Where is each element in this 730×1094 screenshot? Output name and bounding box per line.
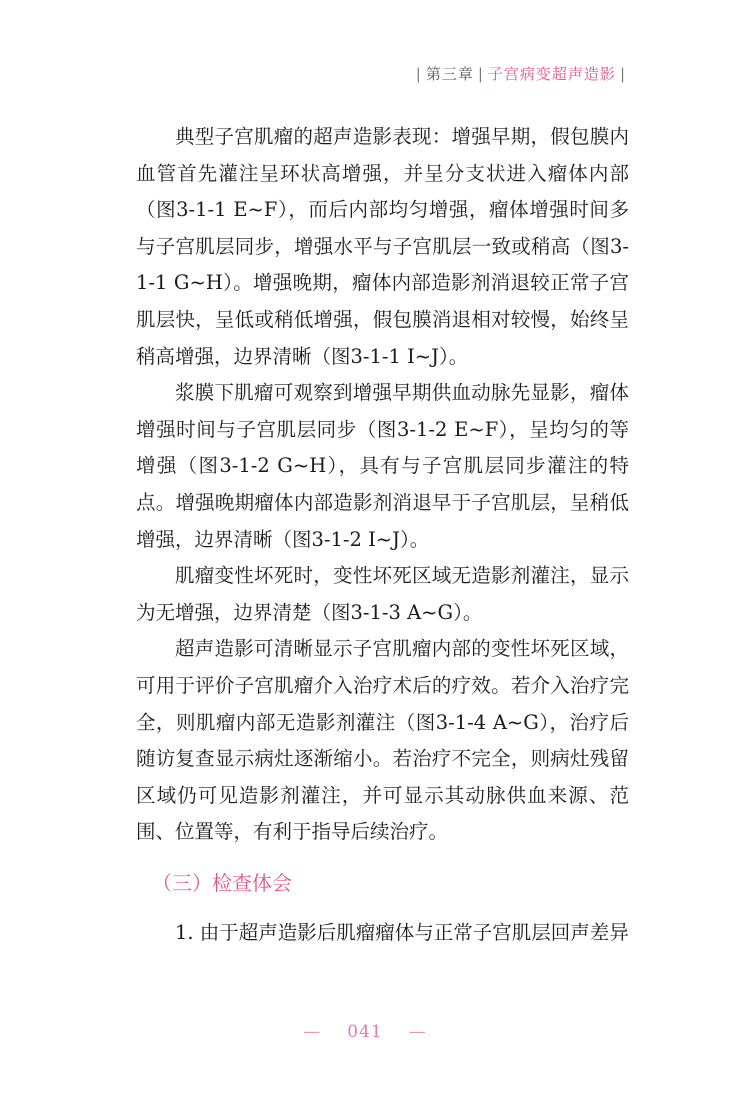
page-footer [0,1022,730,1042]
page-body [136,119,629,951]
header-separator: | [415,65,422,83]
paragraph-interventional-evaluation: 超声造影可清晰显示子宫肌瘤内部的变性坏死区域，可用于评价子宫肌瘤介入治疗术后的疗效。若介入治疗完全，则肌瘤内部无造影剂灌注（图3-1-4 A~G），治疗后随访复查显示病灶逐渐缩小。若治疗不完全，则病灶残留区域仍可见造影剂灌注，并可显示其动脉供血来源、范围、位置等，有利于指导后续治疗。 [136,637,629,844]
paragraph-typical-fibroid: 典型子宫肌瘤的超声造影表现：增强早期，假包膜内血管首先灌注呈环状高增强，并呈分支状进入瘤体内部（图3-1-1 E~F），而后内部均匀增强，瘤体增强时间多与子宫肌层同步，增强水平与子宫肌层一致或稍高（图3-1-1 G~H）。增强晚期，瘤体内部造影剂消退较正常子宫肌层快，呈低或稍低增强，假包膜消退相对较慢，始终呈稍高增强，边界清晰（图3-1-1 I~J）。 [136,125,629,368]
running-header [412,63,630,84]
page-number: 041 [347,1022,383,1042]
paragraph-degeneration-necrosis: 肌瘤变性坏死时，变性坏死区域无造影剂灌注，显示为无增强，边界清楚（图3-1-3 A~G）。 [136,564,629,624]
header-chapter-title: 子宫病变超声造影 [487,65,616,83]
footer-dash-right: — [408,1022,427,1042]
header-separator: | [619,65,626,83]
paragraph-first-item: 1. 由于超声造影后肌瘤瘤体与正常子宫肌层回声差异 [175,920,629,944]
header-chapter: 第三章 [425,65,474,83]
paragraph-subserosal-fibroid: 浆膜下肌瘤可观察到增强早期供血动脉先显影，瘤体增强时间与子宫肌层同步（图3-1-2 E~F），呈均匀的等增强（图3-1-2 G~H），具有与子宫肌层同步灌注的特点。增强晚期瘤体内部造影剂消退早于子宫肌层，呈稍低增强，边界清晰（图3-1-2 I~J）。 [136,381,629,551]
section-heading: （三）检查体会 [152,870,292,895]
header-separator: | [477,65,484,83]
footer-dash-left: — [303,1022,322,1042]
